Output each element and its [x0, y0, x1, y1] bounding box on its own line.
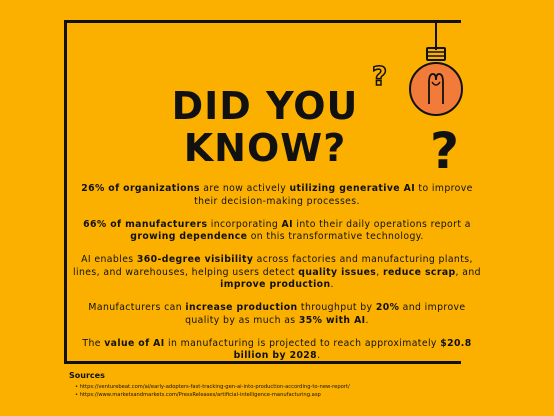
- fact-highlight: reduce scrap: [382, 266, 456, 278]
- fact-highlight: 35% with AI: [298, 314, 366, 326]
- fact-highlight: increase production: [185, 302, 298, 313]
- sources-title: Sources: [69, 371, 105, 380]
- fact-highlight: 20%: [375, 302, 400, 313]
- fact-text: .: [317, 350, 321, 361]
- fact-highlight: quality issues: [298, 266, 377, 278]
- fact-text: across factories and manufacturing plants, lines, and warehouses, helping users detect: [73, 254, 473, 278]
- big-question-mark-icon: ?: [430, 122, 460, 180]
- fact-item: [70, 183, 484, 208]
- fact-text: incorporating: [207, 218, 282, 230]
- fact-text: throughput by: [297, 302, 376, 313]
- fact-text: AI enables: [81, 254, 137, 265]
- headline-line-1: DID YOU: [171, 84, 359, 128]
- fact-highlight: growing dependence: [130, 231, 248, 242]
- fact-highlight: utilizing generative AI: [289, 183, 416, 194]
- fact-text: and improve quality by as much as: [185, 302, 466, 326]
- fact-text: are now actively: [199, 183, 290, 194]
- fact-item: [70, 219, 484, 244]
- fact-highlight: $20.8 billion by 2028: [233, 337, 472, 361]
- facts-list: [70, 183, 484, 373]
- fact-text: Manufacturers can: [88, 302, 186, 313]
- fact-text: .: [365, 314, 369, 326]
- fact-highlight: value of AI: [104, 337, 165, 349]
- small-question-mark-icon: ?: [372, 62, 388, 92]
- fact-highlight: improve production: [220, 279, 331, 290]
- source-link[interactable]: • https://www.marketsandmarkets.com/PressReleases/artificial-intelligence-manufacturing.asp: [75, 391, 549, 399]
- source-link[interactable]: • https://venturebeat.com/ai/early-adopters-fast-tracking-gen-ai-into-production-according-to-new-report/: [75, 383, 549, 391]
- fact-item: [70, 254, 484, 292]
- fact-highlight: 66% of manufacturers: [83, 218, 208, 230]
- fact-text: into their daily operations report a: [293, 218, 471, 230]
- fact-highlight: 26% of organizations: [81, 183, 200, 194]
- fact-text: on this transformative technology.: [247, 231, 424, 242]
- fact-highlight: AI: [281, 218, 294, 230]
- fact-item: [70, 302, 484, 327]
- sources-list: [69, 383, 549, 399]
- fact-text: The: [82, 337, 105, 349]
- fact-highlight: 360-degree visibility: [136, 254, 254, 265]
- fact-text: in manufacturing is projected to reach approximately: [164, 337, 441, 349]
- sources-section: [69, 371, 549, 399]
- fact-text: .: [330, 279, 334, 290]
- fact-item: [70, 338, 484, 363]
- fact-text: ,: [376, 266, 383, 278]
- headline: [150, 85, 380, 169]
- fact-text: to improve their decision-making processes.: [194, 183, 473, 207]
- fact-text: , and: [455, 266, 481, 278]
- headline-line-2: KNOW?: [183, 126, 347, 170]
- light-bulb-icon: [405, 44, 467, 120]
